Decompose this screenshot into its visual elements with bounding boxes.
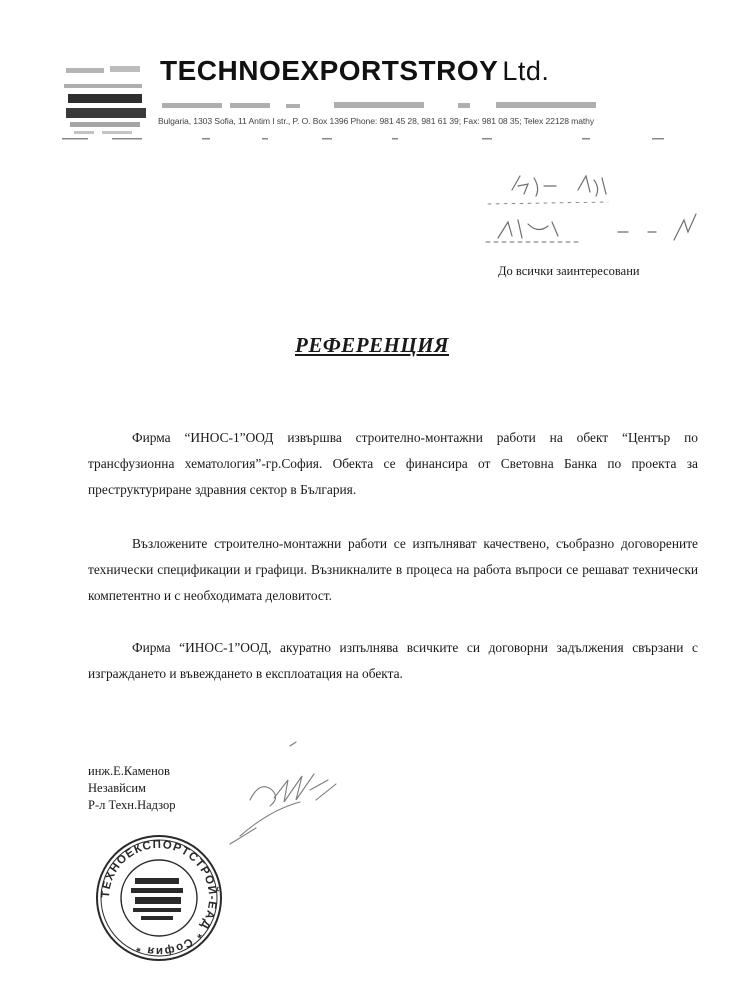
handwritten-signature-graphic: [210, 740, 350, 850]
letterhead-address: Bulgaria, 1303 Sofia, 11 Antim I str., P. O. Box 1396 Phone: 981 45 28, 981 61 39; Fax: 981 08 35; Telex 22128 mathy: [158, 116, 595, 126]
signatory-block: [88, 763, 176, 814]
signatory-position: Р-л Техн.Надзор: [88, 798, 176, 812]
signatory-name: инж.Е.Каменов: [88, 764, 170, 778]
body-paragraph-2: Възложените строително-монтажни работи се изпълняват качествено, съобразно договорените технически спецификации и графици. Възникналите в процеса на работа въпроси се решават технически компетентно и с необходимата деловитост.: [88, 536, 698, 603]
faded-subtitle-graphic: [158, 100, 688, 112]
body-paragraph-1: Фирма “ИНОС-1”ООД извършва строително-монтажни работи на обект “Център по трансфузионна хематология”-гр.София. Обекта се финансира от Световна Банка по проекта за преструктуриране здравния сектор в България.: [88, 430, 698, 497]
addressee-line: До всички заинтересовани: [498, 264, 640, 278]
letterhead-divider: [62, 136, 702, 142]
body-paragraph-3: Фирма “ИНОС-1”ООД, акуратно изпълнява всичките си договорни задължения свързани с изграждането и въвеждането в експлоатация на обекта.: [88, 640, 698, 681]
company-name: [160, 55, 549, 87]
signatory-role: Незавйсим: [88, 781, 146, 795]
svg-text:ТЕХНОЕКСПОРТСТРОЙ-ЕАД * София: ТЕХНОЕКСПОРТСТРОЙ-ЕАД * София *: [99, 838, 219, 958]
company-logo-icon: [62, 58, 152, 138]
company-name-main: TECHNOEXPORTSTROY: [160, 55, 499, 86]
document-title: РЕФЕРЕНЦИЯ: [295, 333, 449, 357]
handwritten-reference-graphic: [478, 168, 708, 253]
company-stamp-seal: [93, 832, 225, 964]
company-name-suffix: Ltd.: [502, 56, 550, 86]
